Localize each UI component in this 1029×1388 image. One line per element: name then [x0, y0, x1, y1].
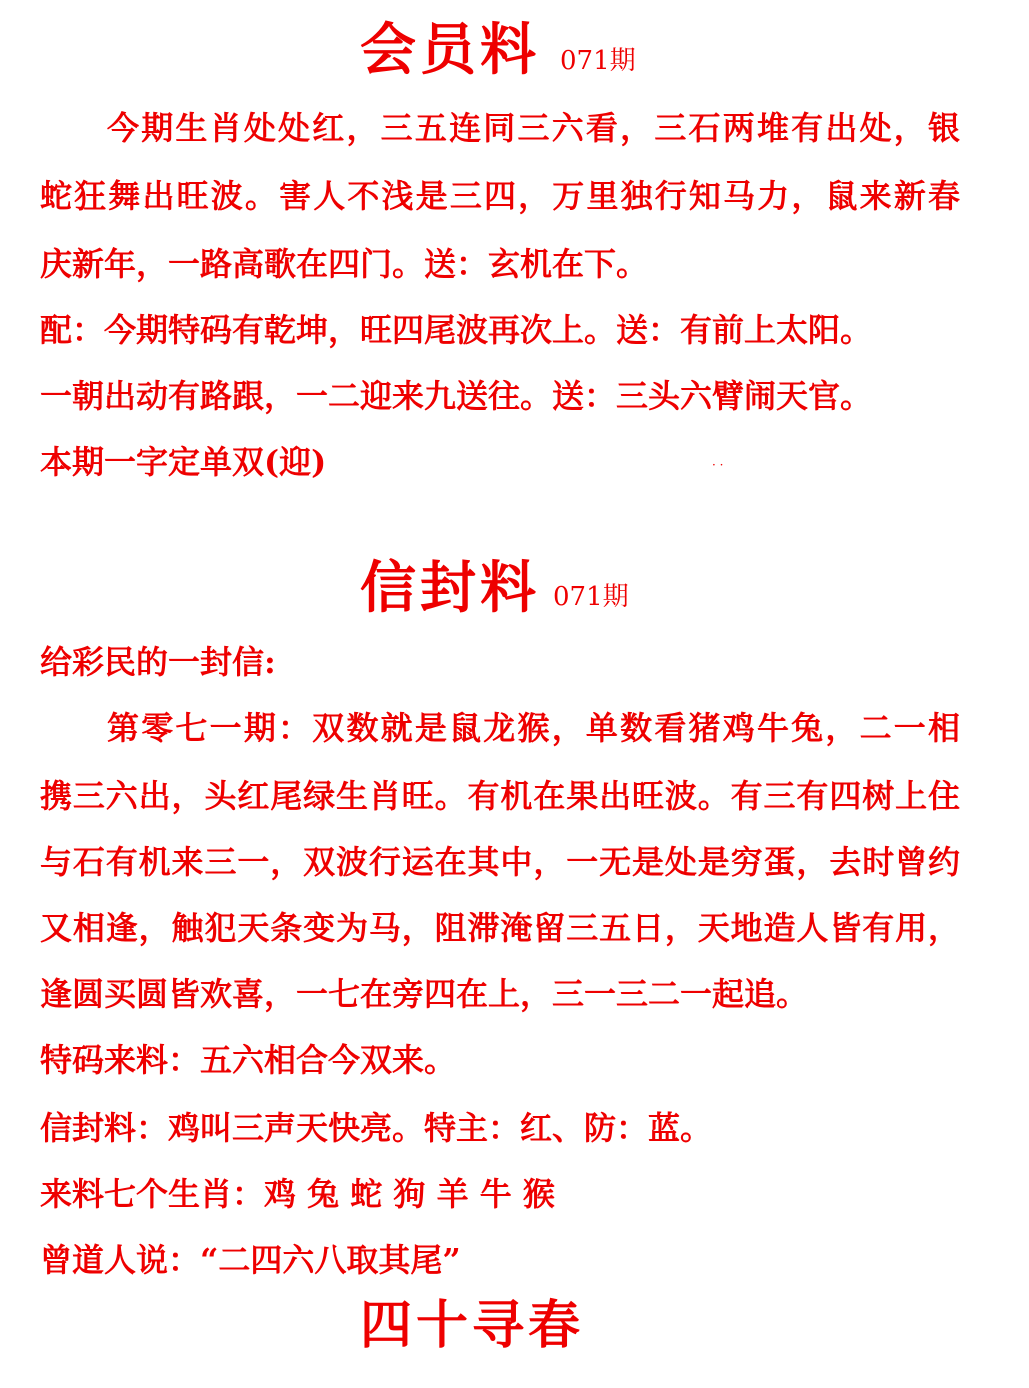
letter-special-code: 特码来料：五六相合今双来。 — [40, 1041, 457, 1079]
member-poem-line-1: 今期生肖处处红，三五连同三六看，三石两堆有出处，银 — [107, 109, 960, 147]
member-pair-line-2: 一朝出动有路跟，一二迎来九送往。送：三头六臂闹天官。 — [40, 377, 873, 415]
member-poem-line-2: 蛇狂舞出旺波。害人不浅是三四，万里独行知马力，鼠来新春 — [40, 177, 960, 215]
letter-seven-zodiacs: 来料七个生肖：鸡 兔 蛇 狗 羊 牛 猴 — [40, 1175, 555, 1213]
member-issue: 071期 — [560, 46, 636, 76]
letter-body-line-2: 携三六出，头红尾绿生肖旺。有机在果出旺波。有三有四树上住 — [40, 777, 960, 815]
member-poem-line-3: 庆新年，一路高歌在四门。送：玄机在下。 — [40, 245, 649, 283]
letter-body-line-4: 又相逢，触犯天条变为马，阻滞淹留三五日，天地造人皆有用， — [40, 909, 960, 947]
letter-body-line-1: 第零七一期：双数就是鼠龙猴，单数看猪鸡牛兔，二一相 — [107, 709, 960, 747]
scan-specks: · · — [712, 458, 724, 472]
letter-body-line-5: 逢圆买圆皆欢喜，一七在旁四在上，三一三二一起追。 — [40, 975, 809, 1013]
letter-issue: 071期 — [553, 582, 629, 612]
member-pair-line-1: 配：今期特码有乾坤，旺四尾波再次上。送：有前上太阳。 — [40, 311, 873, 349]
letter-body-line-3: 与石有机来三一，双波行运在其中，一无是处是穷蛋，去时曾约 — [40, 843, 960, 881]
letter-title: 信封料 — [360, 555, 540, 621]
footer-title: 四十寻春 — [360, 1295, 585, 1356]
member-single-double: 本期一字定单双(迎) — [40, 443, 327, 481]
member-title: 会员料 — [360, 17, 540, 83]
letter-envelope: 信封料：鸡叫三声天快亮。特主：红、防：蓝。 — [40, 1109, 713, 1147]
letter-greeting: 给彩民的一封信: — [40, 643, 276, 681]
letter-taoist-saying: 曾道人说：“二四六八取其尾” — [40, 1241, 461, 1279]
